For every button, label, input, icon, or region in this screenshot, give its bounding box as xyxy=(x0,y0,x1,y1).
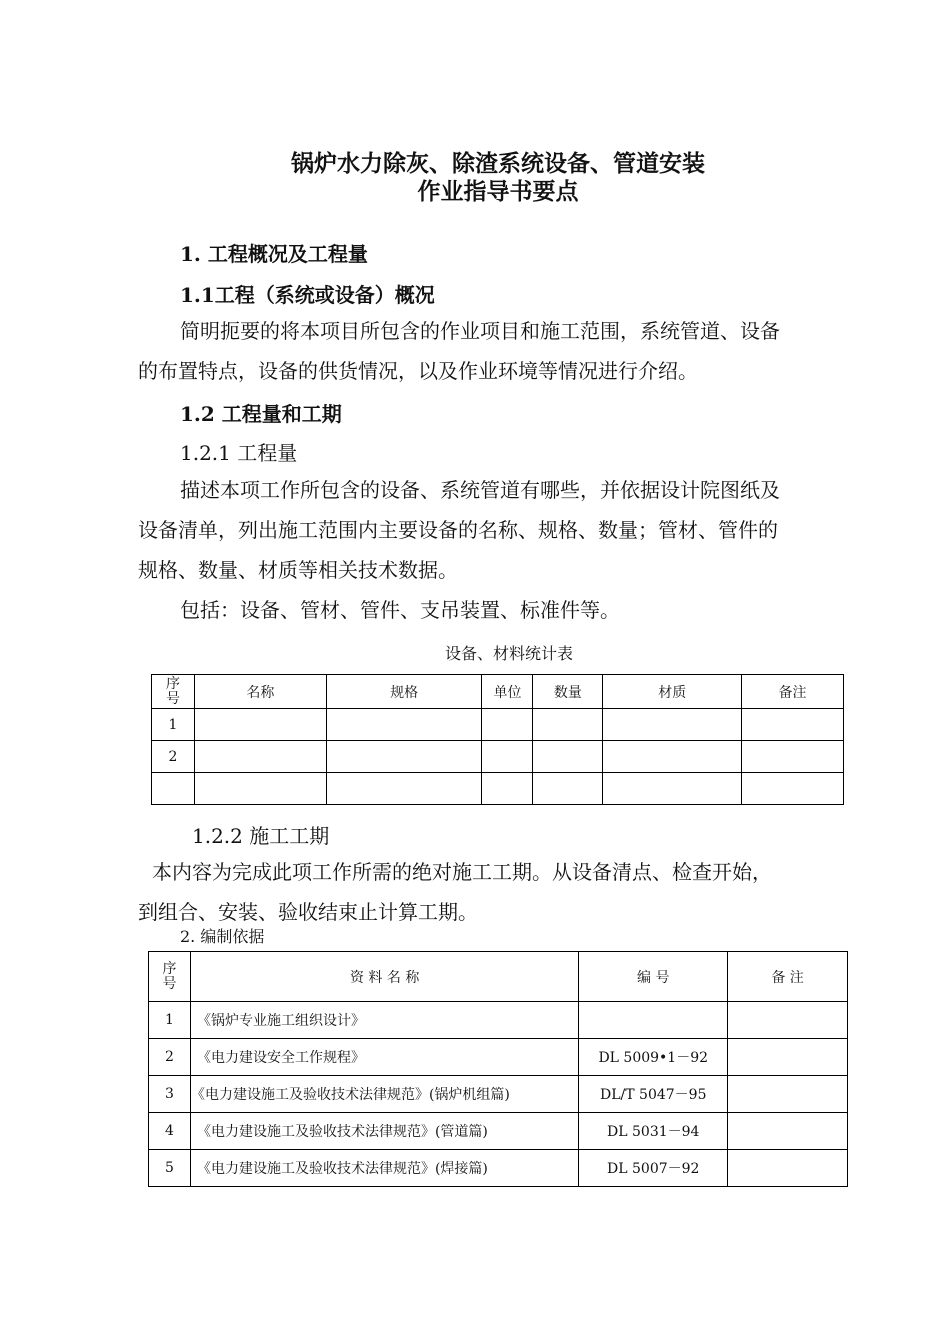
header-remark: 备 注 xyxy=(728,952,848,1002)
cell-remark xyxy=(742,741,844,773)
section-1-2-1-paragraph2: 包括：设备、管材、管件、支吊装置、标准件等。 xyxy=(180,598,620,622)
cell-qty xyxy=(533,773,603,805)
cell-seq: 1 xyxy=(149,1002,191,1039)
cell-remark xyxy=(728,1113,848,1150)
cell-seq: 3 xyxy=(149,1076,191,1113)
header-name: 名称 xyxy=(194,675,326,709)
section-1-2-heading: 1.2 工程量和工期 xyxy=(180,402,342,426)
equipment-materials-table xyxy=(151,674,844,805)
cell-seq: 2 xyxy=(149,1039,191,1076)
table-row xyxy=(149,1039,848,1076)
header-spec: 规格 xyxy=(326,675,482,709)
section-1-heading: 1. 工程概况及工程量 xyxy=(180,242,368,266)
header-seq: 序 号 xyxy=(149,952,191,1002)
cell-seq: 1 xyxy=(152,709,195,741)
cell-name xyxy=(194,773,326,805)
cell-unit xyxy=(482,709,533,741)
section-1-2-2-paragraph-line2: 到组合、安装、验收结束止计算工期。 xyxy=(138,900,478,924)
section-1-2-1-heading: 1.2.1 工程量 xyxy=(180,441,298,465)
cell-material xyxy=(603,741,742,773)
document-title-line1: 锅炉水力除灰、除渣系统设备、管道安装 xyxy=(291,150,705,177)
cell-unit xyxy=(482,741,533,773)
cell-remark xyxy=(742,709,844,741)
cell-code: DL 5009•1－92 xyxy=(579,1039,728,1076)
cell-qty xyxy=(533,709,603,741)
table-row xyxy=(149,1002,848,1039)
cell-seq: 2 xyxy=(152,741,195,773)
section-1-1-paragraph-line2: 的布置特点，设备的供货情况，以及作业环境等情况进行介绍。 xyxy=(138,359,698,383)
cell-spec xyxy=(326,709,482,741)
cell-doc-name: 《电力建设施工及验收技术法律规范》(焊接篇) xyxy=(190,1150,578,1187)
cell-spec xyxy=(326,773,482,805)
cell-material xyxy=(603,773,742,805)
cell-remark xyxy=(728,1039,848,1076)
section-1-2-1-paragraph-line1: 描述本项工作所包含的设备、系统管道有哪些，并依据设计院图纸及 xyxy=(180,478,780,502)
table-row xyxy=(152,709,844,741)
reference-documents-table xyxy=(148,951,848,1187)
table-row xyxy=(149,1150,848,1187)
table-header-row xyxy=(152,675,844,709)
cell-seq: 4 xyxy=(149,1113,191,1150)
cell-code: DL/T 5047－95 xyxy=(579,1076,728,1113)
cell-remark xyxy=(728,1150,848,1187)
cell-name xyxy=(194,709,326,741)
section-1-2-2-heading: 1.2.2 施工工期 xyxy=(192,824,330,848)
cell-qty xyxy=(533,741,603,773)
table-row xyxy=(152,773,844,805)
cell-code: DL 5007－92 xyxy=(579,1150,728,1187)
document-title-line2: 作业指导书要点 xyxy=(417,178,579,205)
cell-seq: 5 xyxy=(149,1150,191,1187)
cell-remark xyxy=(728,1076,848,1113)
table-row xyxy=(149,1113,848,1150)
header-seq: 序 号 xyxy=(152,675,195,709)
section-1-1-heading: 1.1工程（系统或设备）概况 xyxy=(180,283,435,307)
cell-seq xyxy=(152,773,195,805)
table-header-row xyxy=(149,952,848,1002)
section-1-2-2-paragraph-line1: 本内容为完成此项工作所需的绝对施工工期。从设备清点、检查开始， xyxy=(152,860,772,884)
cell-material xyxy=(603,709,742,741)
header-unit: 单位 xyxy=(482,675,533,709)
table-row xyxy=(149,1076,848,1113)
header-remark: 备注 xyxy=(742,675,844,709)
section-1-2-1-paragraph-line2: 设备清单，列出施工范围内主要设备的名称、规格、数量；管材、管件的 xyxy=(138,518,778,542)
cell-doc-name: 《锅炉专业施工组织设计》 xyxy=(190,1002,578,1039)
header-material: 材质 xyxy=(603,675,742,709)
cell-doc-name: 《电力建设施工及验收技术法律规范》(管道篇) xyxy=(190,1113,578,1150)
cell-code: DL 5031－94 xyxy=(579,1113,728,1150)
cell-code xyxy=(579,1002,728,1039)
section-1-2-1-paragraph-line3: 规格、数量、材质等相关技术数据。 xyxy=(138,558,458,582)
cell-remark xyxy=(728,1002,848,1039)
section-2-heading: 2. 编制依据 xyxy=(180,927,265,946)
table-row xyxy=(152,741,844,773)
cell-spec xyxy=(326,741,482,773)
table1-caption: 设备、材料统计表 xyxy=(445,644,574,663)
header-doc-name: 资 料 名 称 xyxy=(190,952,578,1002)
section-1-1-paragraph-line1: 简明扼要的将本项目所包含的作业项目和施工范围，系统管道、设备 xyxy=(180,319,780,343)
cell-unit xyxy=(482,773,533,805)
cell-doc-name: 《电力建设施工及验收技术法律规范》(锅炉机组篇) xyxy=(190,1076,578,1113)
cell-remark xyxy=(742,773,844,805)
cell-doc-name: 《电力建设安全工作规程》 xyxy=(190,1039,578,1076)
header-qty: 数量 xyxy=(533,675,603,709)
cell-name xyxy=(194,741,326,773)
header-code: 编 号 xyxy=(579,952,728,1002)
